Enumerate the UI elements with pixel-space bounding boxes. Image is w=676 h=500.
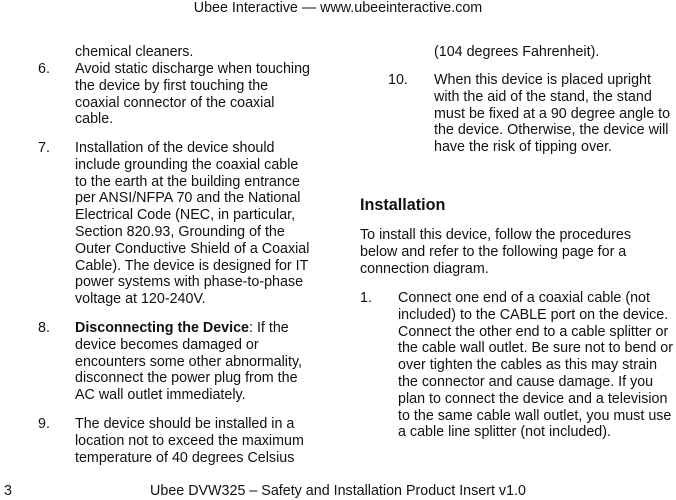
- text-line: connection diagram.: [360, 260, 489, 277]
- text-line: encounters some other abnormality,: [75, 353, 303, 370]
- item-number: 1.: [360, 290, 372, 306]
- item-text: [398, 290, 676, 441]
- text-line: Connect one end of a coaxial cable (not: [398, 290, 650, 306]
- text-line: disconnect the power plug from the: [75, 370, 298, 387]
- text-line: power systems with phase-to-phase: [75, 274, 304, 291]
- text-line: Outer Conductive Shield of a Coaxial: [75, 240, 310, 257]
- text-line: to the earth at the building entrance: [75, 173, 300, 190]
- footer-title: Ubee DVW325 – Safety and Installation Product Insert v1.0: [150, 483, 526, 499]
- text-line: included) to the CABLE port on the device.: [398, 306, 669, 323]
- text-line: location not to exceed the maximum: [75, 432, 304, 449]
- text-line: include grounding the coaxial cable: [75, 156, 299, 173]
- text-line: the device by first touching the: [75, 77, 269, 94]
- text-line: Avoid static discharge when touching: [75, 61, 310, 77]
- text-line: device becomes damaged or: [75, 336, 259, 353]
- item-text: [434, 72, 676, 156]
- text-line: plan to connect the device and a television: [398, 390, 668, 407]
- text-line: Section 820.93, Grounding of the: [75, 223, 285, 240]
- text-line: temperature of 40 degrees Celsius: [75, 449, 295, 466]
- text-line: When this device is placed upright: [434, 72, 651, 88]
- text-line: to the same cable wall outlet, you must use: [398, 407, 672, 424]
- text-line: [75, 320, 355, 337]
- intro-paragraph: [360, 227, 676, 277]
- text-line: To install this device, follow the procedures: [360, 227, 631, 243]
- first-line-rest: : If the: [249, 320, 289, 336]
- continuation-text: (104 degrees Fahrenheit).: [434, 44, 600, 60]
- item-text: [75, 61, 322, 128]
- text-line: a cable line splitter (not included).: [398, 424, 611, 441]
- text-line: The device should be installed in a: [75, 416, 295, 432]
- text-line: coaxial connector of the coaxial: [75, 94, 275, 111]
- text-line: voltage at 120-240V.: [75, 291, 206, 308]
- text-line: Cable). The device is designed for IT: [75, 257, 309, 274]
- text-line: Connect the other end to a cable splitter or: [398, 323, 669, 340]
- text-line: the connector and cause damage. If you: [398, 373, 654, 390]
- continuation-text: chemical cleaners.: [75, 44, 194, 60]
- text-line: AC wall outlet immediately.: [75, 387, 246, 404]
- text-line: per ANSI/NFPA 70 and the National: [75, 190, 301, 207]
- item-number: 6.: [38, 61, 50, 77]
- item-number: 7.: [38, 140, 50, 156]
- text-line: below and refer to the following page for a: [360, 243, 627, 260]
- text-line: must be fixed at a 90 degree angle to: [434, 105, 671, 122]
- text-line: the cable wall outlet. Be sure not to bend or: [398, 340, 673, 357]
- text-line: Electrical Code (NEC, in particular,: [75, 207, 296, 224]
- item-number: 9.: [38, 416, 50, 432]
- item-text: [75, 140, 355, 308]
- section-heading: Installation: [360, 196, 446, 214]
- page-number: 3: [4, 483, 12, 499]
- page-header: Ubee Interactive — www.ubeeinteractive.com: [193, 0, 483, 16]
- text-line: Installation of the device should: [75, 140, 275, 156]
- text-line: have the risk of tipping over.: [434, 139, 613, 156]
- text-line: with the aid of the stand, the stand: [434, 88, 652, 105]
- text-line: over tighten the cables as this may strain: [398, 357, 658, 374]
- text-line: the device. Otherwise, the device will: [434, 122, 669, 139]
- item-number: 10.: [388, 72, 408, 88]
- bold-lead: Disconnecting the Device: [75, 320, 249, 336]
- item-text: [75, 320, 355, 404]
- item-text: [75, 416, 355, 466]
- item-number: 8.: [38, 320, 50, 336]
- text-line: cable.: [75, 111, 114, 128]
